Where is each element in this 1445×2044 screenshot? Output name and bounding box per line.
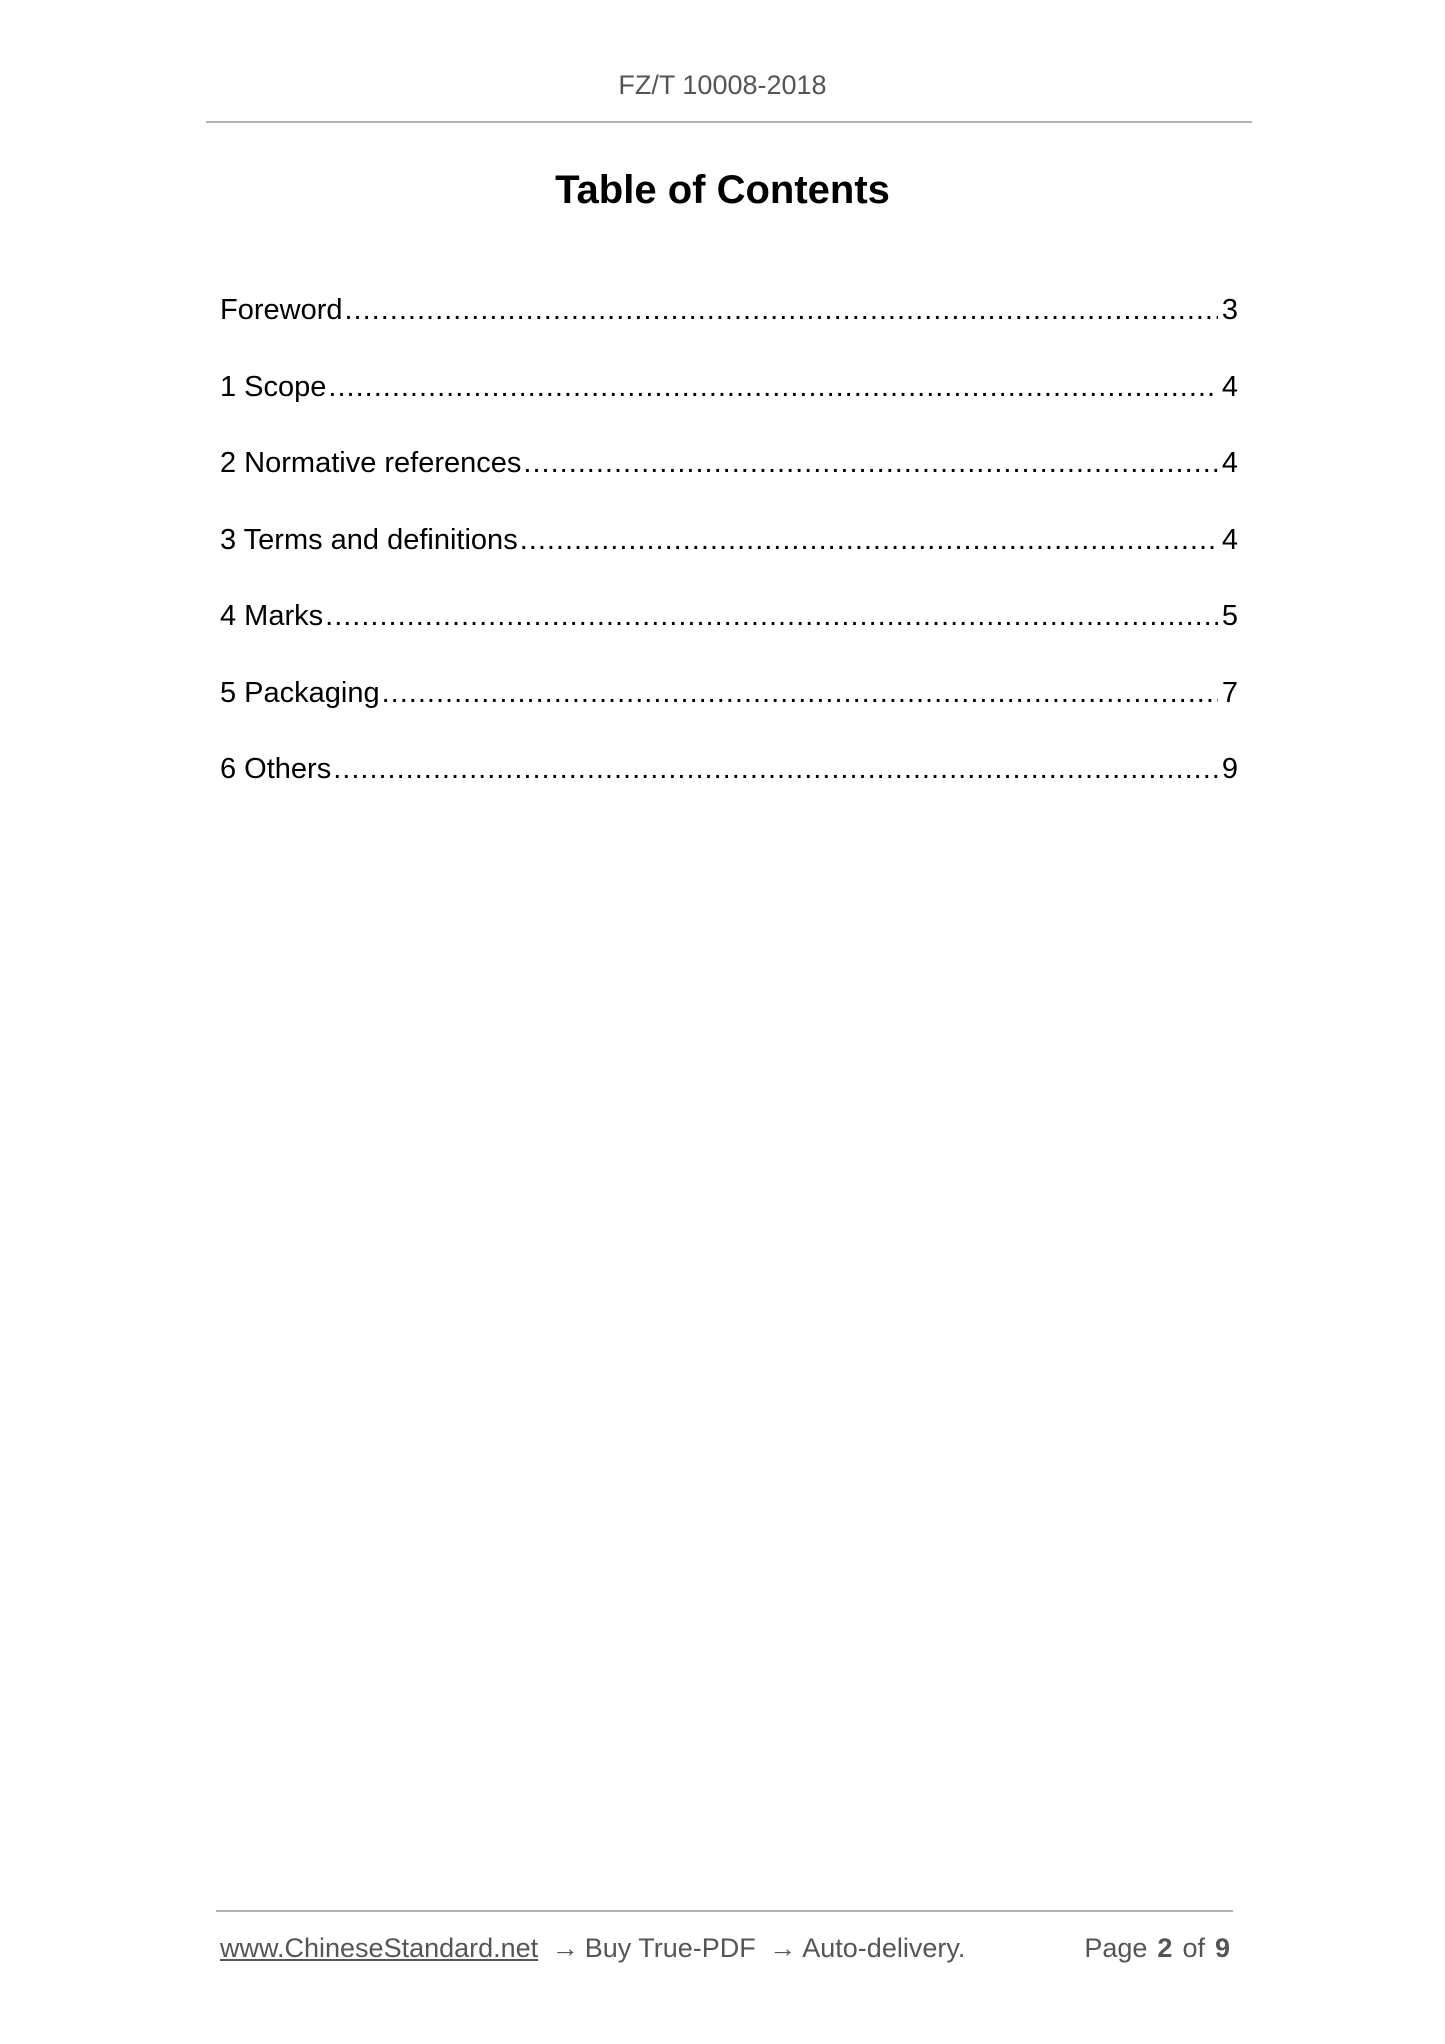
toc-dot-leader	[325, 596, 1218, 636]
footer-divider	[216, 1910, 1233, 1912]
toc-entry-label: 1 Scope	[220, 370, 327, 403]
page-indicator	[1084, 1928, 1230, 1968]
toc-entry-page: 7	[1221, 676, 1238, 709]
toc-dot-leader	[520, 520, 1218, 560]
toc-entry-label: 4 Marks	[220, 600, 324, 632]
toc-entry-packaging[interactable]	[220, 673, 1238, 750]
toc-entry-foreword[interactable]	[220, 290, 1238, 367]
toc-entry-terms-and-definitions[interactable]	[220, 520, 1238, 597]
toc-entry-label: Foreword	[220, 294, 343, 326]
toc-entry-scope[interactable]	[220, 367, 1238, 444]
footer-promo	[220, 1928, 965, 1968]
buy-true-pdf-text: Buy True-PDF	[584, 1933, 756, 1963]
document-code-header: FZ/T 10008-2018	[618, 70, 827, 100]
total-pages-number: 9	[1214, 1933, 1230, 1963]
toc-entry-label: 5 Packaging	[220, 676, 380, 709]
current-page-number: 2	[1157, 1933, 1173, 1963]
toc-entry-page: 4	[1221, 447, 1238, 479]
toc-entry-page: 3	[1221, 294, 1238, 326]
toc-dot-leader	[382, 673, 1218, 713]
toc-entry-page: 4	[1221, 370, 1238, 403]
toc-entry-page: 4	[1221, 523, 1238, 556]
toc-entry-others[interactable]	[220, 749, 1238, 826]
toc-entry-page: 9	[1221, 753, 1238, 785]
toc-dot-leader	[523, 443, 1217, 483]
toc-entry-label: 6 Others	[220, 753, 332, 785]
toc-entry-marks[interactable]	[220, 596, 1238, 673]
toc-entry-page: 5	[1221, 600, 1238, 632]
page-word: Page	[1084, 1933, 1148, 1963]
toc-title: Table of Contents	[555, 168, 890, 212]
toc-entry-normative-references[interactable]	[220, 443, 1238, 520]
toc-entry-label: 2 Normative references	[220, 447, 522, 479]
toc-entry-label: 3 Terms and definitions	[220, 523, 518, 556]
chinesestandard-link[interactable]: www.ChineseStandard.net	[220, 1933, 539, 1963]
toc-dot-leader	[345, 290, 1218, 330]
header-divider	[206, 121, 1252, 123]
of-word: of	[1182, 1933, 1205, 1963]
arrow-right-icon: →	[769, 1933, 797, 1963]
arrow-right-icon: →	[551, 1933, 579, 1963]
toc-list	[220, 290, 1238, 826]
toc-dot-leader	[333, 749, 1218, 789]
toc-dot-leader	[328, 367, 1217, 407]
auto-delivery-text: Auto-delivery.	[802, 1933, 966, 1963]
